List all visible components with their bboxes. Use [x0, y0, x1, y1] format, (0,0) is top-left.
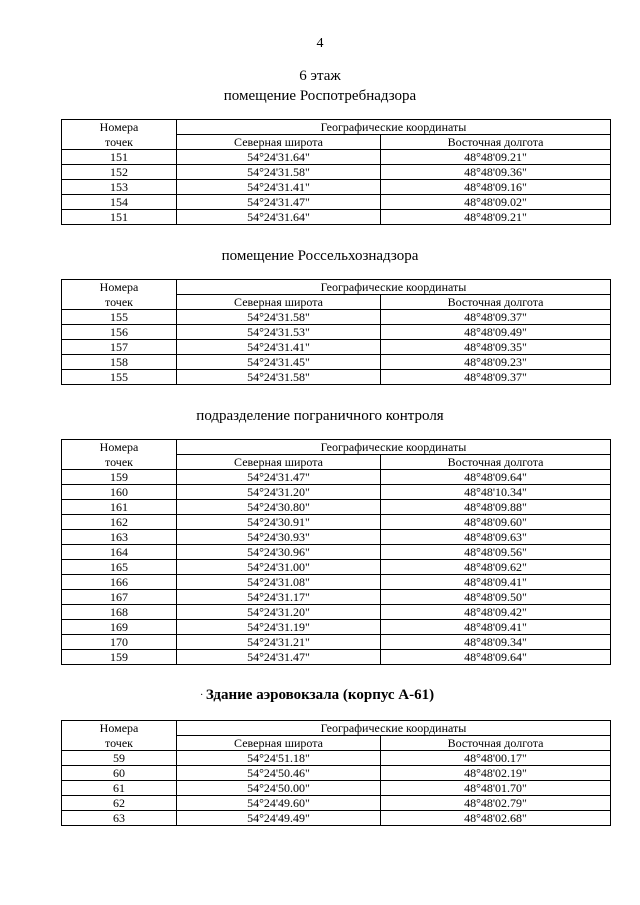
point-number-cell: 62: [62, 796, 177, 811]
table-row: [62, 485, 611, 500]
longitude-cell: 48°48'09.60": [381, 515, 611, 530]
table-row: [62, 340, 611, 355]
table-row: [62, 165, 611, 180]
latitude-cell: 54°24'30.80": [177, 500, 381, 515]
point-number-cell: 169: [62, 620, 177, 635]
header-row: [62, 280, 611, 295]
latitude-cell: 54°24'31.47": [177, 195, 381, 210]
latitude-cell: 54°24'30.96": [177, 545, 381, 560]
point-number-cell: 63: [62, 811, 177, 826]
table-row: [62, 545, 611, 560]
longitude-cell: 48°48'02.79": [381, 796, 611, 811]
point-number-cell: 151: [62, 150, 177, 165]
header-points-line2: точек: [62, 736, 177, 751]
latitude-cell: 54°24'31.41": [177, 180, 381, 195]
point-number-cell: 166: [62, 575, 177, 590]
longitude-cell: 48°48'00.17": [381, 751, 611, 766]
longitude-cell: 48°48'09.56": [381, 545, 611, 560]
header-latitude: Северная широта: [177, 736, 381, 751]
header-latitude: Северная широта: [177, 455, 381, 470]
header-points-line1: Номера: [62, 440, 177, 455]
section-title-rospotrebnadzor: помещение Роспотребнадзора: [223, 88, 417, 104]
table-row: [62, 530, 611, 545]
section-title-border-control: подразделение пограничного контроля: [196, 408, 444, 424]
latitude-cell: 54°24'31.00": [177, 560, 381, 575]
table-row: [62, 605, 611, 620]
point-number-cell: 160: [62, 485, 177, 500]
longitude-cell: 48°48'09.21": [381, 210, 611, 225]
point-number-cell: 155: [62, 370, 177, 385]
longitude-cell: 48°48'09.88": [381, 500, 611, 515]
table-row: [62, 781, 611, 796]
latitude-cell: 54°24'31.19": [177, 620, 381, 635]
table-row: [62, 575, 611, 590]
floor-title: 6 этаж: [299, 68, 341, 84]
longitude-cell: 48°48'09.64": [381, 650, 611, 665]
point-number-cell: 151: [62, 210, 177, 225]
longitude-cell: 48°48'09.23": [381, 355, 611, 370]
latitude-cell: 54°24'49.60": [177, 796, 381, 811]
longitude-cell: 48°48'09.50": [381, 590, 611, 605]
point-number-cell: 170: [62, 635, 177, 650]
page-number: 4: [316, 36, 324, 51]
coords-table-border-control: [61, 439, 611, 665]
header-row: [62, 721, 611, 736]
header-row: [62, 736, 611, 751]
longitude-cell: 48°48'09.49": [381, 325, 611, 340]
latitude-cell: 54°24'31.17": [177, 590, 381, 605]
longitude-cell: 48°48'09.63": [381, 530, 611, 545]
table-row: [62, 470, 611, 485]
point-number-cell: 60: [62, 766, 177, 781]
longitude-cell: 48°48'02.68": [381, 811, 611, 826]
header-longitude: Восточная долгота: [381, 455, 611, 470]
point-number-cell: 159: [62, 470, 177, 485]
longitude-cell: 48°48'09.41": [381, 620, 611, 635]
latitude-cell: 54°24'31.20": [177, 605, 381, 620]
point-number-cell: 161: [62, 500, 177, 515]
table-row: [62, 560, 611, 575]
point-number-cell: 152: [62, 165, 177, 180]
table-row: [62, 500, 611, 515]
longitude-cell: 48°48'09.37": [381, 310, 611, 325]
longitude-cell: 48°48'09.21": [381, 150, 611, 165]
table-row: [62, 310, 611, 325]
header-points-line2: точек: [62, 135, 177, 150]
header-points-line1: Номера: [62, 120, 177, 135]
table-row: [62, 515, 611, 530]
point-number-cell: 154: [62, 195, 177, 210]
header-points-line1: Номера: [62, 280, 177, 295]
point-number-cell: 168: [62, 605, 177, 620]
table-row: [62, 650, 611, 665]
latitude-cell: 54°24'31.20": [177, 485, 381, 500]
header-row: [62, 120, 611, 135]
point-number-cell: 158: [62, 355, 177, 370]
table-row: [62, 355, 611, 370]
table-row: [62, 635, 611, 650]
longitude-cell: 48°48'09.42": [381, 605, 611, 620]
latitude-cell: 54°24'31.64": [177, 210, 381, 225]
latitude-cell: 54°24'31.21": [177, 635, 381, 650]
table-row: [62, 150, 611, 165]
coords-table-rospotrebnadzor: [61, 119, 611, 225]
header-longitude: Восточная долгота: [381, 736, 611, 751]
section-title-terminal-a61: Здание аэровокзала (корпус А-61): [205, 687, 435, 703]
longitude-cell: 48°48'09.64": [381, 470, 611, 485]
longitude-cell: 48°48'01.70": [381, 781, 611, 796]
section-title-rosselkhoznadzor: помещение Россельхознадзора: [221, 248, 419, 264]
longitude-cell: 48°48'09.41": [381, 575, 611, 590]
longitude-cell: 48°48'09.35": [381, 340, 611, 355]
point-number-cell: 165: [62, 560, 177, 575]
stray-mark: ·: [200, 690, 204, 701]
header-longitude: Восточная долгота: [381, 295, 611, 310]
latitude-cell: 54°24'51.18": [177, 751, 381, 766]
point-number-cell: 157: [62, 340, 177, 355]
table-row: [62, 590, 611, 605]
header-points-line1: Номера: [62, 721, 177, 736]
latitude-cell: 54°24'31.53": [177, 325, 381, 340]
point-number-cell: 59: [62, 751, 177, 766]
table-row: [62, 325, 611, 340]
header-points-line2: точек: [62, 295, 177, 310]
point-number-cell: 167: [62, 590, 177, 605]
longitude-cell: 48°48'09.62": [381, 560, 611, 575]
header-geo-coords: Географические координаты: [177, 721, 611, 736]
latitude-cell: 54°24'31.64": [177, 150, 381, 165]
header-geo-coords: Географические координаты: [177, 280, 611, 295]
latitude-cell: 54°24'49.49": [177, 811, 381, 826]
latitude-cell: 54°24'31.58": [177, 310, 381, 325]
longitude-cell: 48°48'10.34": [381, 485, 611, 500]
table-row: [62, 195, 611, 210]
header-latitude: Северная широта: [177, 295, 381, 310]
coords-table-terminal-a61: [61, 720, 611, 826]
latitude-cell: 54°24'31.58": [177, 370, 381, 385]
latitude-cell: 54°24'31.08": [177, 575, 381, 590]
table-row: [62, 766, 611, 781]
table-row: [62, 751, 611, 766]
header-geo-coords: Географические координаты: [177, 440, 611, 455]
point-number-cell: 153: [62, 180, 177, 195]
latitude-cell: 54°24'31.41": [177, 340, 381, 355]
point-number-cell: 162: [62, 515, 177, 530]
longitude-cell: 48°48'09.37": [381, 370, 611, 385]
latitude-cell: 54°24'30.93": [177, 530, 381, 545]
point-number-cell: 61: [62, 781, 177, 796]
header-row: [62, 455, 611, 470]
header-row: [62, 135, 611, 150]
longitude-cell: 48°48'02.19": [381, 766, 611, 781]
table-row: [62, 796, 611, 811]
latitude-cell: 54°24'30.91": [177, 515, 381, 530]
table-row: [62, 180, 611, 195]
longitude-cell: 48°48'09.36": [381, 165, 611, 180]
table-row: [62, 370, 611, 385]
point-number-cell: 164: [62, 545, 177, 560]
table-row: [62, 811, 611, 826]
latitude-cell: 54°24'31.45": [177, 355, 381, 370]
header-latitude: Северная широта: [177, 135, 381, 150]
point-number-cell: 163: [62, 530, 177, 545]
coords-table-rosselkhoznadzor: [61, 279, 611, 385]
point-number-cell: 159: [62, 650, 177, 665]
longitude-cell: 48°48'09.16": [381, 180, 611, 195]
point-number-cell: 155: [62, 310, 177, 325]
header-row: [62, 295, 611, 310]
latitude-cell: 54°24'31.47": [177, 650, 381, 665]
longitude-cell: 48°48'09.34": [381, 635, 611, 650]
table-row: [62, 620, 611, 635]
point-number-cell: 156: [62, 325, 177, 340]
latitude-cell: 54°24'50.00": [177, 781, 381, 796]
latitude-cell: 54°24'31.47": [177, 470, 381, 485]
longitude-cell: 48°48'09.02": [381, 195, 611, 210]
header-longitude: Восточная долгота: [381, 135, 611, 150]
header-row: [62, 440, 611, 455]
latitude-cell: 54°24'50.46": [177, 766, 381, 781]
table-row: [62, 210, 611, 225]
header-geo-coords: Географические координаты: [177, 120, 611, 135]
header-points-line2: точек: [62, 455, 177, 470]
latitude-cell: 54°24'31.58": [177, 165, 381, 180]
